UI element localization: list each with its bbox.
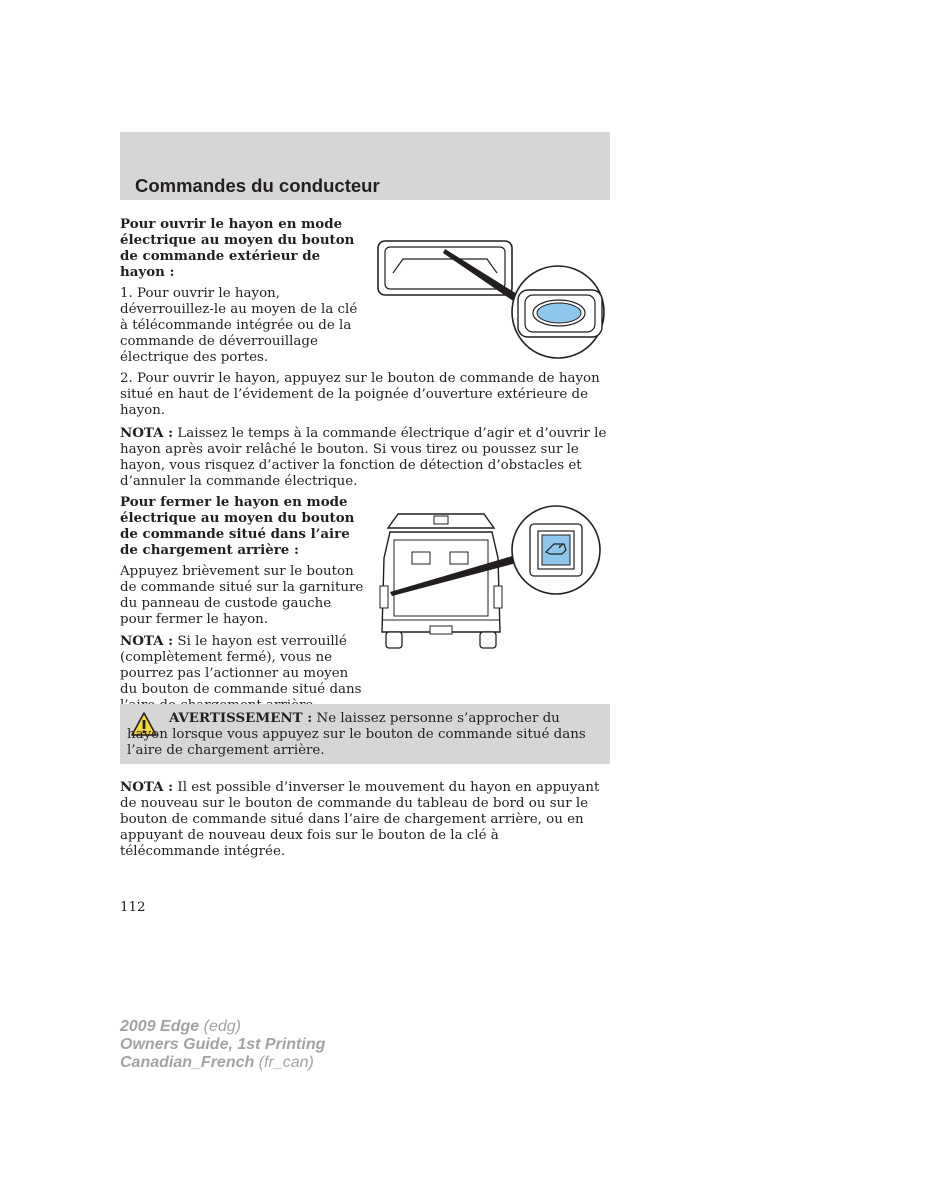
section1-note-text: Laissez le temps à la commande électrique d’agir et d’ouvrir le hayon après avoir relâché le bouton. Si vous tirez ou poussez sur le hayon, vous risquez d’activer la fonction de détection d’obstacles et d’annuler la commande électrique. — [120, 426, 607, 489]
section2-note-label: NOTA : — [120, 633, 174, 649]
page-number: 112 — [120, 900, 146, 915]
note3-text: Il est possible d’inverser le mouvement du hayon en appuyant de nouveau sur le bouton de commande du tableau de bord ou sur le bouton de commande situé dans l’aire de chargement arrière, ou en appuyant de nouveau deux fois sur le bouton de la clé à télécommande intégrée. — [120, 780, 600, 859]
warning-text: Ne laissez personne s’approcher du hayon lorsque vous appuyez sur le bouton de commande situé dans l’aire de chargement arrière. — [127, 711, 586, 758]
note3-label: NOTA : — [120, 779, 174, 795]
footer-guide: Owners Guide, 1st Printing — [120, 1036, 326, 1053]
footer-model-code: (edg) — [203, 1018, 241, 1035]
note3 — [120, 779, 600, 860]
document-footer — [120, 1018, 325, 1072]
section1-step2-text: 2. Pour ouvrir le hayon, appuyez sur le bouton de commande de hayon situé en haut de l’évidement de la poignée d’ouverture extérieure de hayon. — [120, 371, 600, 418]
section-title: Commandes du conducteur — [135, 175, 380, 196]
liftgate-handle-illustration — [375, 237, 605, 362]
cargo-area-button-illustration — [376, 500, 604, 655]
section-header-band — [120, 132, 610, 200]
footer-model: 2009 Edge — [120, 1018, 200, 1035]
footer-language-code: (fr_can) — [258, 1054, 314, 1071]
section2-note-start — [120, 633, 365, 714]
section2-text — [120, 494, 365, 628]
section1-note-label: NOTA : — [120, 425, 174, 441]
footer-language: Canadian_French — [120, 1054, 255, 1071]
section1-step2 — [120, 371, 610, 419]
section1-step1: 1. Pour ouvrir le hayon, déverrouillez-le au moyen de la clé à télécommande intégrée ou de la commande de déverrouillage électrique des portes. — [120, 286, 358, 365]
section2-note — [120, 633, 365, 714]
section1-text — [120, 216, 360, 366]
note3-block — [120, 779, 600, 860]
warning-box — [120, 704, 610, 764]
warning-label: AVERTISSEMENT : — [169, 710, 313, 726]
section1-note — [120, 425, 610, 490]
warning-text-block — [127, 710, 603, 759]
section2-body: Appuyez brièvement sur le bouton de commande situé sur la garniture du panneau de custode gauche pour fermer le hayon. — [120, 564, 364, 627]
section1-heading: Pour ouvrir le hayon en mode électrique au moyen du bouton de commande extérieur de hayon : — [120, 216, 355, 280]
section2-note-text: Si le hayon est verrouillé (complètement fermé), vous ne pourrez pas l’actionner au moyen du bouton de commande situé dans — [120, 634, 362, 697]
section1-step2-block — [120, 371, 610, 490]
section2-heading: Pour fermer le hayon en mode électrique au moyen du bouton de commande situé dans l’aire de chargement arrière : — [120, 494, 355, 558]
